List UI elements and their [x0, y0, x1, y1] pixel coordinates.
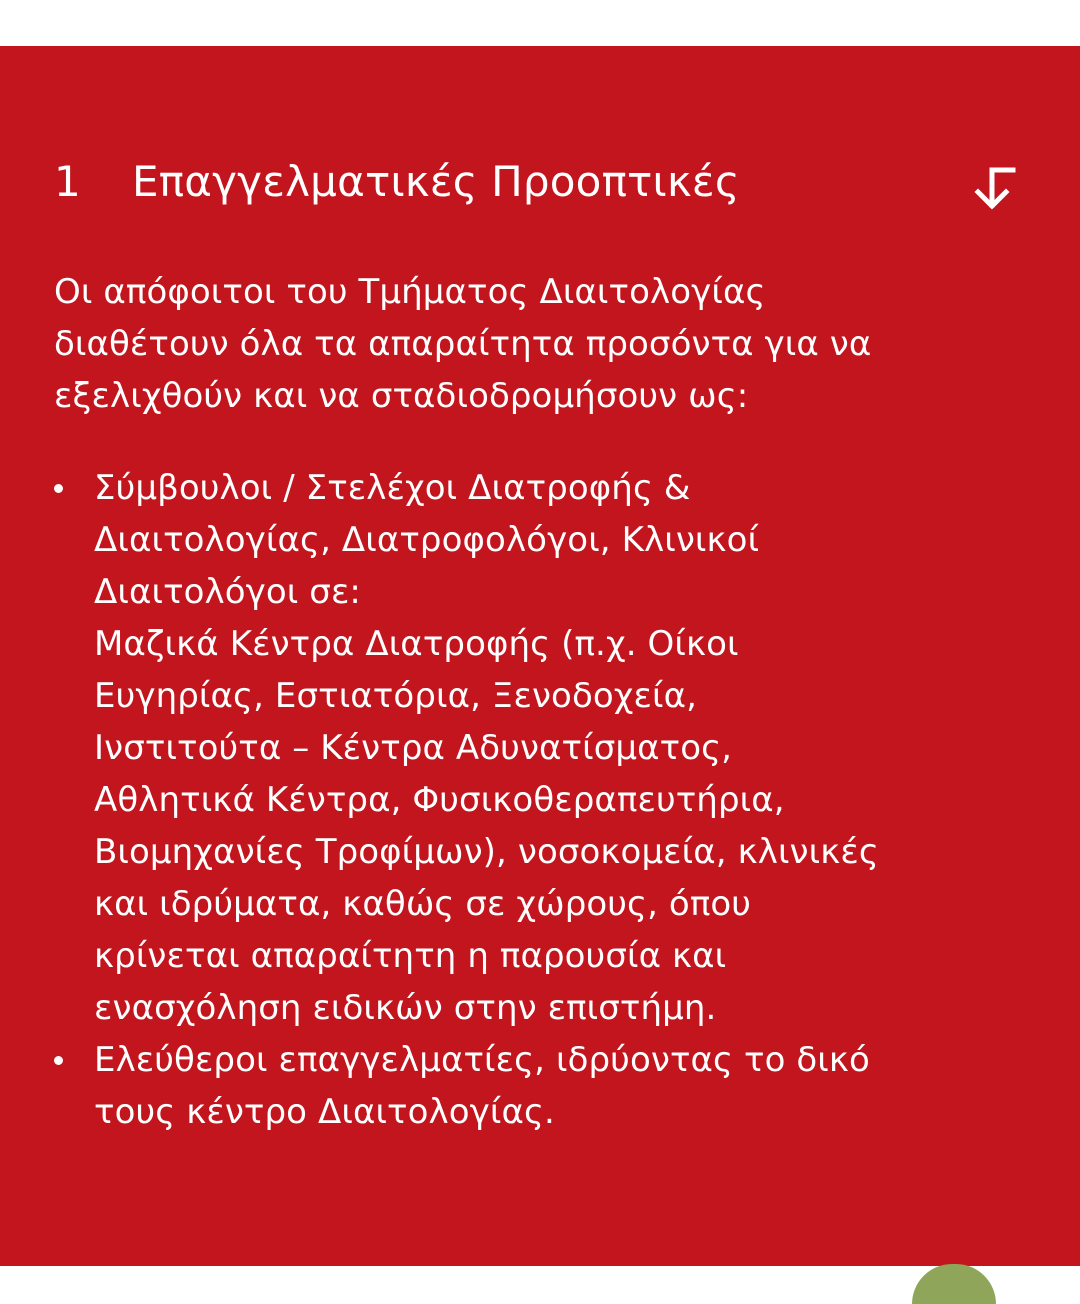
bullet-icon	[54, 484, 63, 493]
section-number: 1	[54, 157, 82, 206]
accordion-header[interactable]	[54, 150, 1026, 214]
intro-line: Οι απόφοιτοι του Τμήματος Διαιτολογίας	[54, 272, 766, 312]
section-title: Επαγγελματικές Προοπτικές	[132, 157, 740, 206]
top-white-strip	[0, 0, 1080, 46]
list-item-line: Αθλητικά Κέντρα, Φυσικοθεραπευτήρια,	[94, 780, 785, 820]
list-item-line: ενασχόληση ειδικών στην επιστήμη.	[94, 988, 717, 1028]
intro-line: εξελιχθούν και να σταδιοδρομήσουν ως:	[54, 376, 749, 416]
list-item-line: Ινστιτούτα – Κέντρα Αδυνατίσματος,	[94, 728, 733, 768]
career-list	[54, 462, 1044, 1138]
bottom-white-strip	[0, 1266, 1080, 1273]
list-item-line: τους κέντρο Διαιτολογίας.	[94, 1092, 555, 1132]
list-item-line: Ευγηρίας, Εστιατόρια, Ξενοδοχεία,	[94, 676, 697, 716]
list-item-line: Διαιτολογίας, Διατροφολόγοι, Κλινικοί	[94, 520, 760, 560]
intro-line: διαθέτουν όλα τα απαραίτητα προσόντα για να	[54, 324, 872, 364]
list-item-line: Σύμβουλοι / Στελέχοι Διατροφής &	[94, 468, 691, 508]
intro-paragraph	[54, 266, 1034, 422]
list-item	[54, 1034, 1044, 1138]
list-item-line: Βιομηχανίες Τροφίμων), νοσοκομεία, κλινικές	[94, 832, 879, 872]
arrow-down-turn-icon	[964, 158, 1020, 214]
list-item	[54, 462, 1044, 1034]
list-item-line: Διαιτολόγοι σε:	[94, 572, 361, 612]
list-item-line: Μαζικά Κέντρα Διατροφής (π.χ. Οίκοι	[94, 624, 739, 664]
list-item-line: και ιδρύματα, καθώς σε χώρους, όπου	[94, 884, 752, 924]
bullet-icon	[54, 1056, 63, 1065]
accordion-toggle-button[interactable]	[964, 158, 1020, 214]
list-item-line: Ελεύθεροι επαγγελματίες, ιδρύοντας το δικό	[94, 1040, 870, 1080]
list-item-line: κρίνεται απαραίτητη η παρουσία και	[94, 936, 727, 976]
